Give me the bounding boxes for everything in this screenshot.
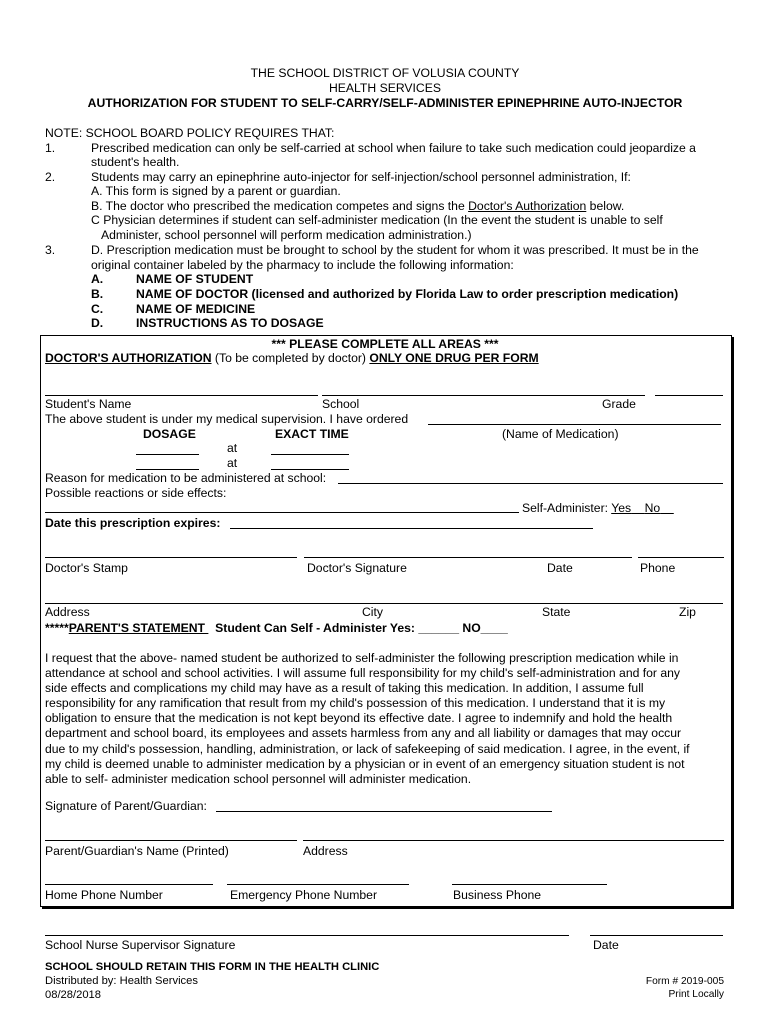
phone-label: Phone <box>640 561 676 575</box>
school-field[interactable] <box>322 395 645 396</box>
parent-address-field[interactable] <box>303 840 724 841</box>
home-phone-label: Home Phone Number <box>45 888 163 902</box>
exact-time-heading: EXACT TIME <box>275 427 349 441</box>
nurse-signature-label: School Nurse Supervisor Signature <box>45 938 236 952</box>
doctors-signature-field[interactable] <box>304 557 632 558</box>
nurse-signature-field[interactable] <box>45 935 569 936</box>
parent-signature-field[interactable] <box>216 811 552 812</box>
doctor-address-field[interactable] <box>45 603 723 604</box>
revision-date: 08/28/2018 <box>45 989 101 1001</box>
doctors-stamp-field[interactable] <box>45 557 297 558</box>
home-phone-field[interactable] <box>45 884 213 885</box>
doctors-authorization-ref: Doctor's Authorization <box>468 199 587 213</box>
parent-name-field[interactable] <box>45 840 297 841</box>
req-text-a: NAME OF STUDENT <box>136 272 254 286</box>
students-name-label: Student's Name <box>45 397 132 411</box>
policy-item-2: Students may carry an epinephrine auto-injector for self-injection/school personnel administration, If: <box>91 170 631 184</box>
at-label-1: at <box>227 441 238 455</box>
parents-statement-heading: *****PARENT'S STATEMENT Student Can Self - Administer Yes: ______ NO____ <box>45 621 508 635</box>
reason-label: Reason for medication to be administered at school: <box>45 471 327 485</box>
item-number-3: 3. <box>45 243 56 257</box>
self-administer-yes[interactable]: Yes <box>611 501 632 515</box>
city-label: City <box>362 605 383 619</box>
policy-item-2c-cont: Administer, school personnel will perform medication administration.) <box>101 228 472 242</box>
address-label: Address <box>45 605 90 619</box>
doctors-signature-label: Doctor's Signature <box>307 561 407 575</box>
policy-note: NOTE: SCHOOL BOARD POLICY REQUIRES THAT: <box>45 126 335 140</box>
doctors-stamp-label: Doctor's Stamp <box>45 561 128 575</box>
grade-label: Grade <box>602 397 636 411</box>
form-title: AUTHORIZATION FOR STUDENT TO SELF-CARRY/SELF-ADMINISTER EPINEPHRINE AUTO-INJECTOR <box>87 96 683 110</box>
grade-field[interactable] <box>655 395 723 396</box>
nurse-date-label: Date <box>593 938 619 952</box>
expires-label: Date this prescription expires: <box>45 516 221 530</box>
distributed-by: Distributed by: Health Services <box>45 975 198 987</box>
dosage-heading: DOSAGE <box>143 427 196 441</box>
req-text-b: NAME OF DOCTOR (licensed and authorized by Florida Law to order prescription medication) <box>136 287 679 301</box>
item-number-2: 2. <box>45 170 56 184</box>
retain-notice: SCHOOL SHOULD RETAIN THIS FORM IN THE HEALTH CLINIC <box>45 961 380 973</box>
policy-item-1-cont: student's health. <box>91 155 180 169</box>
expires-field[interactable] <box>230 528 593 529</box>
students-name-field[interactable] <box>45 395 318 396</box>
nurse-date-field[interactable] <box>590 935 723 936</box>
date-label: Date <box>547 561 573 575</box>
print-locally: Print Locally <box>668 989 724 1000</box>
policy-item-3: D. Prescription medication must be brought to school by the student for whom it was prescribed. It must be in the <box>91 243 699 257</box>
policy-item-2a: A. This form is signed by a parent or guardian. <box>91 184 341 198</box>
complete-all-notice: *** PLEASE COMPLETE ALL AREAS *** <box>271 337 499 351</box>
reactions-field[interactable] <box>45 512 519 513</box>
self-administer-no[interactable]: No <box>644 501 661 515</box>
district-name: THE SCHOOL DISTRICT OF VOLUSIA COUNTY <box>250 66 520 80</box>
reason-field[interactable] <box>338 483 723 484</box>
policy-item-2c: C Physician determines if student can self-administer medication (In the event the student is unable to self <box>91 213 663 227</box>
department-name: HEALTH SERVICES <box>329 81 441 95</box>
policy-item-1: Prescribed medication can only be self-carried at school when failure to take such medication could jeopardize a <box>91 141 696 155</box>
emergency-phone-field[interactable] <box>227 884 409 885</box>
form-number: Form # 2019-005 <box>645 976 724 987</box>
emergency-phone-label: Emergency Phone Number <box>230 888 377 902</box>
state-label: State <box>542 605 571 619</box>
doctors-authorization-heading: DOCTOR'S AUTHORIZATION (To be completed by doctor) ONLY ONE DRUG PER FORM <box>45 351 539 365</box>
req-text-c: NAME OF MEDICINE <box>136 302 256 316</box>
medication-name-field[interactable] <box>428 424 721 425</box>
parent-address-label: Address <box>303 844 348 858</box>
phone-field[interactable] <box>638 557 724 558</box>
policy-item-3-cont: original container labeled by the pharmacy to include the following information: <box>91 258 514 272</box>
req-letter-a: A. <box>91 272 104 286</box>
time-field-1[interactable] <box>271 454 349 455</box>
supervision-text: The above student is under my medical supervision. I have ordered <box>45 412 409 426</box>
req-letter-d: D. <box>91 316 104 330</box>
policy-item-2b: B. The doctor who prescribed the medication competes and signs the Doctor's Authorization below. <box>91 199 625 213</box>
reactions-label: Possible reactions or side effects: <box>45 486 227 500</box>
parent-signature-label: Signature of Parent/Guardian: <box>45 799 207 813</box>
req-letter-b: B. <box>91 287 104 301</box>
req-text-d: INSTRUCTIONS AS TO DOSAGE <box>136 316 324 330</box>
item-number-1: 1. <box>45 141 56 155</box>
medication-name-label: (Name of Medication) <box>502 427 619 441</box>
student-can-self-administer: Student Can Self - Administer Yes: ______ NO____ <box>215 621 508 635</box>
at-label-2: at <box>227 456 238 470</box>
business-phone-label: Business Phone <box>453 888 542 902</box>
req-letter-c: C. <box>91 302 104 316</box>
time-field-2[interactable] <box>271 469 349 470</box>
business-phone-field[interactable] <box>452 884 607 885</box>
dosage-field-1[interactable] <box>136 454 199 455</box>
parent-statement-text: I request that the above- named student be authorized to self-administer the following prescription medication while in attendance at school and school activities. I will assume full responsibility for my child's self-administration and for any side effects and complications my child may have as a result of taking this medication. In addition, I assume full responsibility for any ramification that result from my child's possession of this medication. I understand that it is my obligation to ensure that the medication is not kept beyond its effective date. I agree to indemnify and hold the health department and school board, its employees and assets harmless from any and all liability or damages that may occur due to my child's possession, handling, administration, or lack of safekeeping of said medication. I agree, in the event, if my child is deemed unable to administer medication by a physician or in event of an emergency situation student is not able to self- administer medication school personnel will administer medication. <box>45 651 690 786</box>
self-administer-choice: Self-Administer: Yes No <box>522 501 661 515</box>
school-label: School <box>322 397 360 411</box>
parent-name-label: Parent/Guardian's Name (Printed) <box>45 844 229 858</box>
zip-label: Zip <box>679 605 696 619</box>
dosage-field-2[interactable] <box>136 469 199 470</box>
